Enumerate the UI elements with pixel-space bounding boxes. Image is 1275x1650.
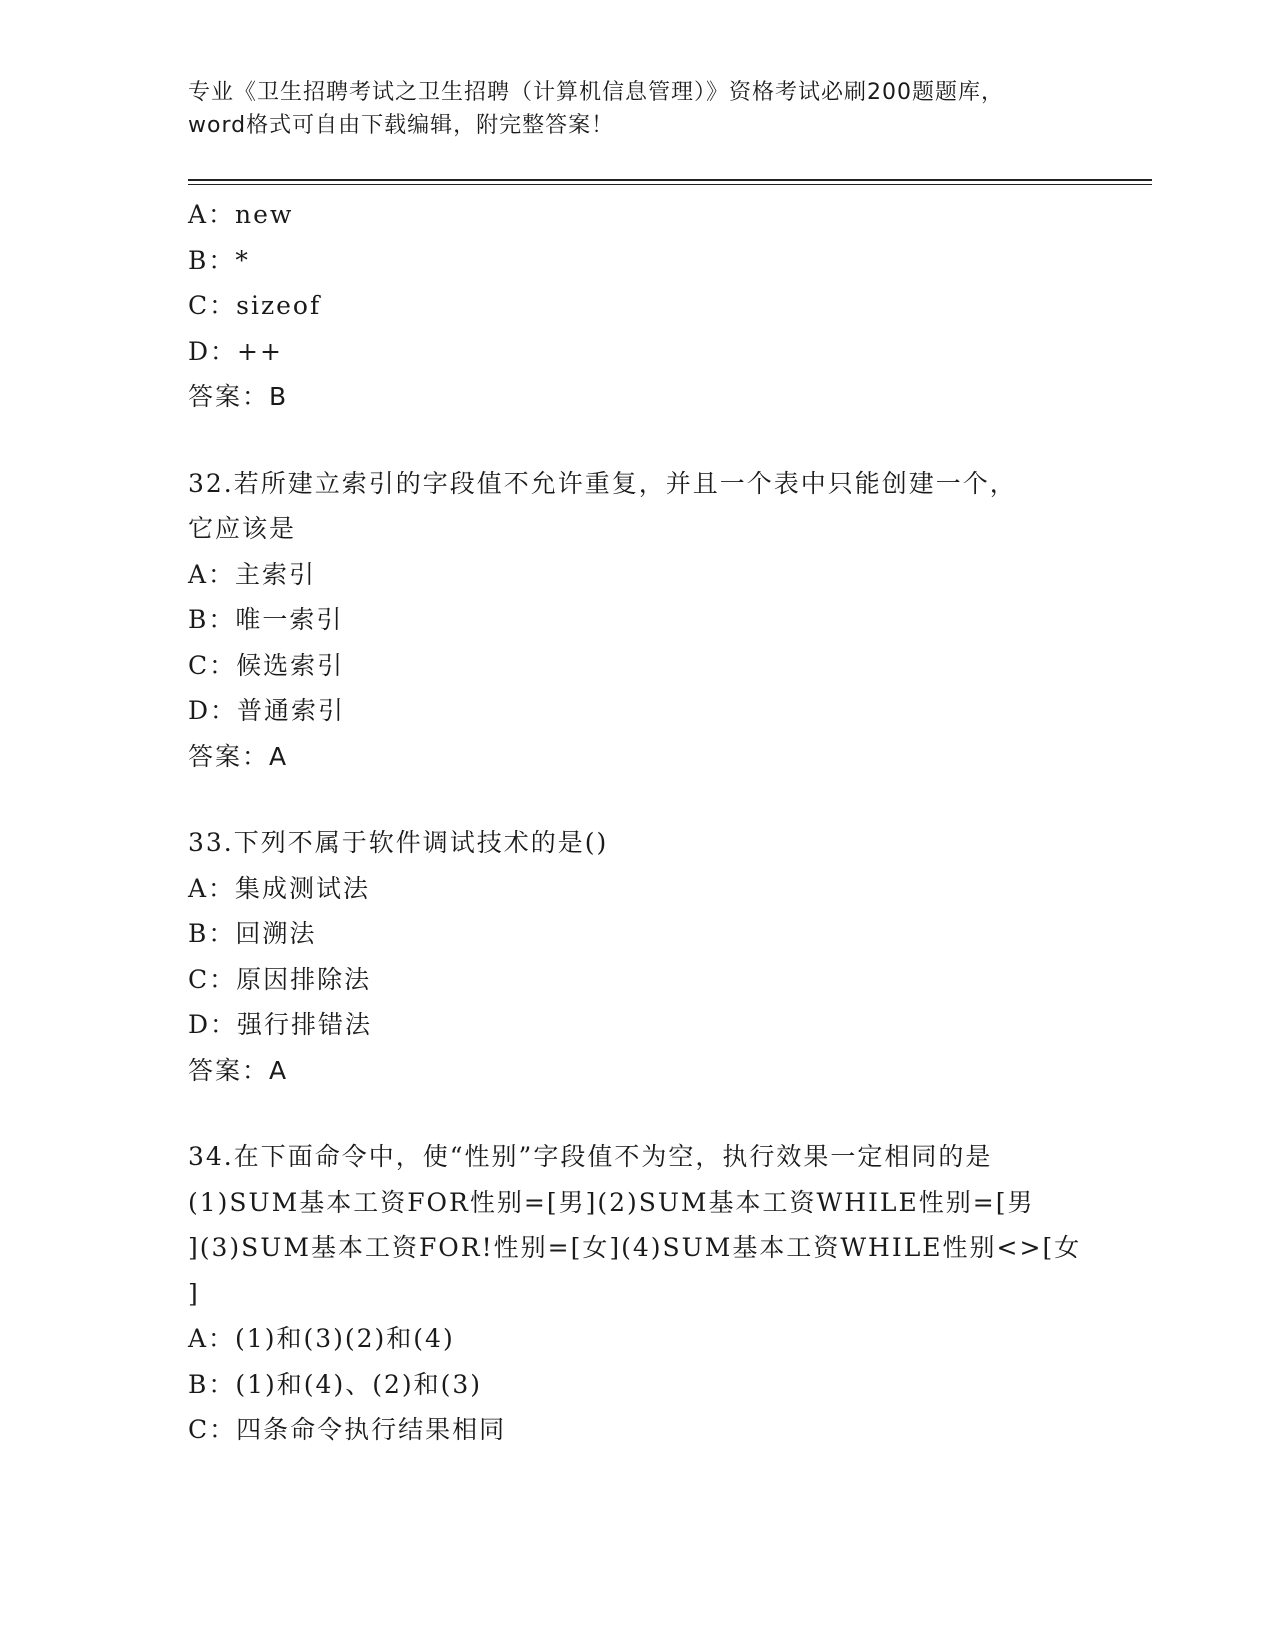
header-line-2: word格式可自由下载编辑，附完整答案！ (188, 113, 615, 138)
option-b: B：* (188, 245, 250, 275)
option-b: B：唯一索引 (188, 605, 344, 634)
option-c: C：sizeof (188, 291, 322, 320)
header-line-1: 专业《卫生招聘考试之卫生招聘（计算机信息管理）》资格考试必刷200题题库， (188, 80, 1004, 105)
header-rule-thick (188, 179, 1152, 181)
answer: 答案：A (188, 1055, 289, 1085)
option-a: A：主索引 (188, 559, 317, 589)
option-d: D：++ (188, 336, 283, 366)
option-a: A：集成测试法 (188, 873, 371, 903)
question-text-cont: (1)SUM基本工资FOR性别=[男](2)SUM基本工资WHILE性别=[男 (188, 1187, 1035, 1217)
option-d: D：普通索引 (188, 696, 346, 725)
answer: 答案：A (188, 741, 289, 771)
option-b: B：回溯法 (188, 919, 317, 948)
option-c: C：四条命令执行结果相同 (188, 1415, 507, 1444)
option-c: C：原因排除法 (188, 964, 372, 994)
question-list (188, 192, 1088, 1453)
document-header (188, 76, 1088, 142)
spacer (188, 420, 1088, 461)
spacer (188, 1093, 1088, 1134)
option-b: B：(1)和(4)、(2)和(3) (188, 1369, 483, 1399)
question-text: 32.若所建立索引的字段值不允许重复，并且一个表中只能创建一个， (188, 468, 1017, 498)
question-31 (188, 192, 1088, 420)
option-d: D：强行排错法 (188, 1010, 373, 1039)
question-33 (188, 820, 1088, 1093)
question-text-cont: ](3)SUM基本工资FOR!性别=[女](4)SUM基本工资WHILE性别<>[女 (188, 1233, 1082, 1262)
option-a: A：(1)和(3)(2)和(4) (188, 1324, 455, 1353)
option-c: C：候选索引 (188, 650, 345, 680)
option-a: A：new (188, 200, 294, 229)
question-32 (188, 461, 1088, 780)
question-text-cont: 它应该是 (188, 514, 297, 543)
answer: 答案：B (188, 382, 289, 411)
question-text: 33.下列不属于软件调试技术的是() (188, 828, 609, 857)
spacer (188, 779, 1088, 820)
question-text: 34.在下面命令中，使“性别”字段值不为空，执行效果一定相同的是 (188, 1142, 993, 1171)
header-rule-thin (188, 184, 1152, 185)
question-text-cont: ] (188, 1278, 200, 1308)
question-34 (188, 1134, 1088, 1453)
